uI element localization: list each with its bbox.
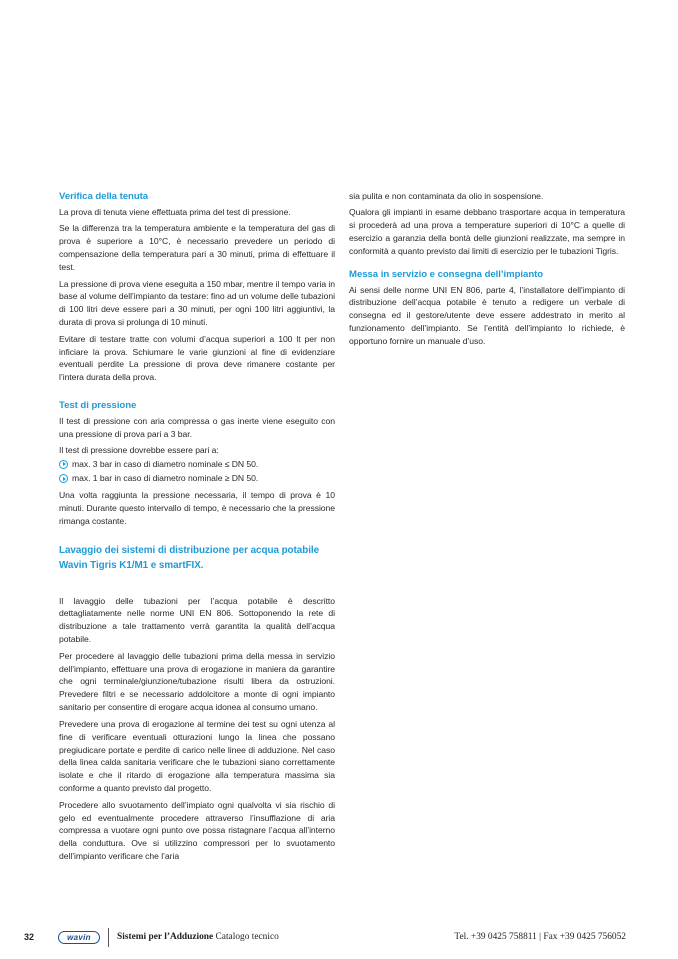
heading-test-pressione: Test di pressione	[59, 399, 137, 411]
page-footer	[0, 928, 678, 948]
circle-arrow-icon	[59, 460, 68, 469]
catalog-title-rest: Catalogo tecnico	[213, 932, 279, 942]
paragraph: La prova di tenuta viene effettuata prima del test di pressione.	[59, 207, 291, 217]
paragraph: Il lavaggio delle tubazioni per l’acqua potabile è descritto dettagliatamente nelle norme UNI EN 806. Sottoponendo la rete di distribuzione a tale trattamento verrà garantita la qualità dell’acqua potabile.	[59, 595, 335, 645]
paragraph: Qualora gli impianti in esame debbano trasportare acqua in temperatura si procederà ad una prova a temperature superiori di 10°C a quelle di esercizio a garanzia della bontà delle giunzioni realizzate, ma sempre in conformità a quanto previsto dai limiti di esercizio per le tubazioni Tigris.	[349, 207, 625, 257]
catalog-title	[117, 932, 279, 942]
footer-divider	[108, 928, 109, 947]
paragraph: Il test di pressione dovrebbe essere pari a:	[59, 445, 219, 456]
paragraph: Ai sensi delle norme UNI EN 806, parte 4, l’installatore dell’impianto di distribuzione dell’acqua potabile è tenuto a redigere un verbale di consegna ed il gestore/utente deve essere addestrato in merito al funzionamento dell’impianto. Se l’entità dell’impianto lo richiede, è opportuno fornire un manuale d’uso.	[349, 284, 625, 347]
catalog-title-bold: Sistemi per l’Adduzione	[117, 932, 214, 942]
paragraph: Il test di pressione con aria compressa o gas inerte viene eseguito con una pressione di prova pari a 3 bar.	[59, 415, 335, 439]
bullet-item	[59, 458, 335, 471]
page-number: 32	[24, 932, 35, 942]
heading-messa-in-servizio: Messa in servizio e consegna dell’impianto	[349, 268, 544, 280]
paragraph: Per procedere al lavaggio delle tubazioni prima della messa in servizio dell’impianto, effettuare una prova di erogazione in maniera da garantire che ogni terminale/giunzione/tubazione risulti libera da ostruzioni. Prevedere filtri e se necessario addolcitore a monte di ogni impianto sanitario per consentire di erogare acqua idonea al consumo umano.	[59, 650, 335, 713]
bullet-item	[59, 472, 335, 485]
paragraph: sia pulita e non contaminata da olio in sospensione.	[349, 191, 544, 201]
paragraph: Evitare di testare tratte con volumi d’acqua superiori a 100 lt per non inficiare la prova. Schiumare le varie giunzioni al fine di evidenziare eventuali perdite La pressione di prova deve rimanere costante per l’intera durata della prova.	[59, 333, 335, 383]
heading-verifica-tenuta: Verifica della tenuta	[59, 191, 149, 202]
paragraph: Prevedere una prova di erogazione al termine dei test su ogni utenza al fine di verificare eventuali otturazioni lungo la linea che possano pregiudicare portate e perdite di carico nelle linee di adduzione. Nel caso della linea calda sanitaria verificare che le tubazioni siano correttamente isolate e che il ritardo di erogazione alla temperatura massima sia conforme a quanto previsto dal progetto.	[59, 718, 335, 794]
paragraph: La pressione di prova viene eseguita a 150 mbar, mentre il tempo varia in base al volume dell’impianto da testare: fino ad un volume delle tubazioni di 100 litri deve essere pari a 30 minuti, per ogni 100 litri aggiuntivi, la durata di prova si prolunga di 10 minuti.	[59, 278, 335, 328]
wavin-logo	[58, 931, 100, 944]
circle-arrow-icon	[59, 474, 68, 483]
paragraph: Procedere allo svuotamento dell’impiato ogni qualvolta vi sia rischio di gelo ed eventualmente procedere attraverso l’insufflazione di aria compressa a vuotare ogni punto ove possa ristagnare l’acqua all’interno della conduttura. Ove si utilizzino compressori per lo svuotamento dell’impianto verificare che l’aria	[59, 799, 335, 862]
right-column	[349, 190, 625, 352]
bullet-text: max. 3 bar in caso di diametro nominale ≤ DN 50.	[72, 459, 259, 469]
heading-lavaggio	[59, 543, 335, 573]
left-column	[59, 190, 335, 867]
bullet-text: max. 1 bar in caso di diametro nominale ≥ DN 50.	[72, 473, 259, 484]
paragraph: Una volta raggiunta la pressione necessaria, il tempo di prova è 10 minuti. Durante questo intervallo di tempo, è necessario che la pressione rimanga costante.	[59, 490, 335, 527]
heading-lavaggio-line1: Lavaggio dei sistemi di distribuzione per acqua potabile	[59, 544, 320, 556]
contact-info: Tel. +39 0425 758811 | Fax +39 0425 756052	[454, 932, 626, 942]
logo-text: wavin	[67, 933, 91, 942]
paragraph: Se la differenza tra la temperatura ambiente e la temperatura del gas di prova è superiore a 10°C, è necessario prevedere un periodo di compensazione della temperatura pari a 30 minuti, prima di effettuare il test.	[59, 223, 335, 273]
heading-lavaggio-line2: Wavin Tigris K1/M1 e smartFIX.	[59, 559, 204, 571]
